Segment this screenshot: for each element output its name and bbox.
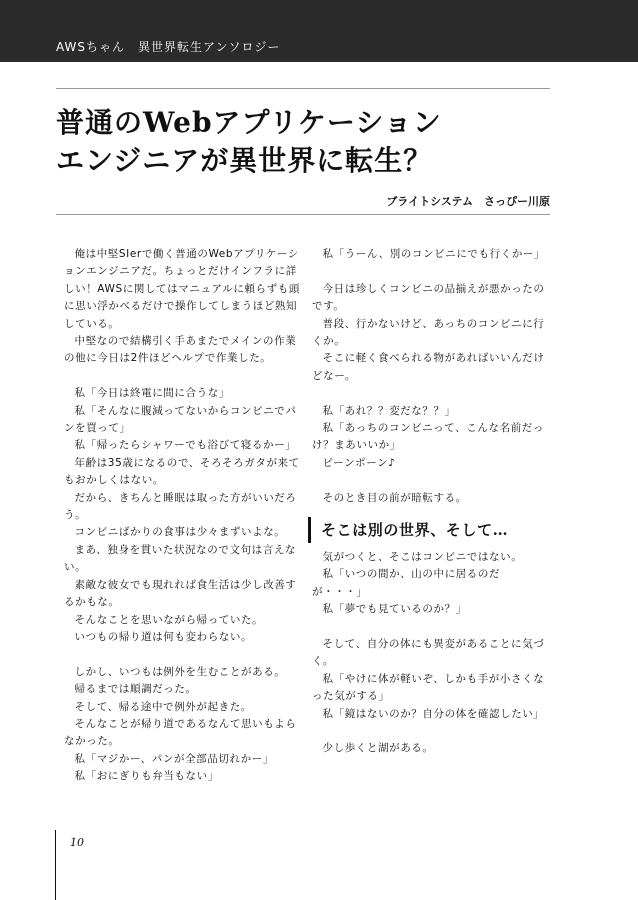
paragraph: 年齢は35歳になるので、そろそろガタが来てもおかしくはない。: [64, 456, 300, 487]
paragraph: 今日は珍しくコンビニの品揃えが悪かったのです。: [312, 282, 545, 313]
paragraph: 私「いつの間か、山の中に居るのだが・・・」: [312, 568, 501, 598]
title-line-1: 普通のWebアプリケーション: [56, 106, 442, 139]
paragraph: 中堅なので結構引く手あまたでメインの作業の他に今日は2件ほどヘルプで作業した。: [64, 335, 297, 365]
paragraph-spacer: [312, 472, 550, 489]
paragraph: 気がつくと、そこはコンビニではない。: [322, 551, 523, 564]
paragraph: そして、帰る途中で例外が起きた。: [74, 700, 252, 713]
right-column-bottom: [312, 549, 550, 758]
section-heading: そこは別の世界、そして…: [308, 517, 550, 543]
paragraph: 私「うーん、別のコンビニにでも行くかー」: [322, 248, 546, 260]
paragraph: そんなことが帰り道であるなんて思いもよらなかった。: [64, 717, 297, 748]
paragraph-spacer: [312, 723, 550, 740]
paragraph: 私「夢でも見ているのか？」: [322, 603, 467, 616]
paragraph-spacer: [312, 385, 550, 402]
title-bottom-rule: [56, 214, 550, 215]
right-column-top: [312, 246, 550, 507]
paragraph-spacer: [312, 619, 550, 636]
page-margin-line: [55, 830, 56, 900]
left-column: [64, 246, 302, 786]
paragraph: 私「あっちのコンビニって、こんな名前だっけ？まあいいか」: [312, 422, 544, 452]
paragraph-spacer: [312, 263, 550, 280]
paragraph: ピーンポーン♪: [322, 456, 396, 469]
paragraph: 俺は中堅SIerで働く普通のWebアプリケーションエンジニアだ。ちょっとだけインフラに詳しい！AWSに関してはマニュアルに頼らずも頭に思い浮かべるだけで操作してしまうほど熟知している。: [64, 248, 300, 330]
paragraph: そのとき目の前が暗転する。: [322, 491, 467, 504]
paragraph: 私「今日は終電に間に合うな」: [74, 387, 230, 400]
paragraph: 私「そんなに腹減ってないからコンビニでパンを買って」: [64, 404, 297, 435]
paragraph: 私「やけに体が軽いぞ、しかも手が小さくなった気がする」: [312, 672, 545, 703]
page-number: 10: [70, 836, 84, 849]
paragraph: 素敵な彼女でも現れれば食生活は少し改善するかもな。: [64, 578, 297, 609]
paragraph: 帰るまでは順調だった。: [74, 683, 197, 696]
title-line-2: エンジニアが異世界に転生？: [56, 144, 433, 177]
paragraph: しかし、いつもは例外を生むことがある。: [74, 665, 286, 678]
paragraph: 普段、行かないけど、あっちのコンビニに行くか。: [312, 317, 545, 348]
paragraph: そして、自分の体にも異変があることに気づく。: [312, 638, 545, 668]
paragraph-spacer: [64, 646, 302, 663]
series-title: AWSちゃん 異世界転生アンソロジー: [56, 40, 281, 54]
paragraph: そんなことを思いながら帰っていた。: [74, 613, 264, 626]
paragraph: 私「鏡はないのか？自分の体を確認したい」: [322, 707, 545, 720]
paragraph: 私「帰ったらシャワーでも浴びて寝るかー」: [74, 439, 297, 452]
paragraph: まあ、独身を貫いた状況なので文句は言えない。: [64, 543, 297, 574]
title-top-rule: [56, 88, 550, 89]
paragraph-spacer: [64, 368, 302, 385]
author-byline: ブライトシステム さっぴー川原: [386, 195, 550, 208]
paragraph: 私「おにぎりも弁当もない」: [74, 770, 219, 783]
paragraph: そこに軽く食べられる物があればいいんだけどなー。: [312, 352, 545, 382]
paragraph: 少し歩くと湖がある。: [322, 742, 434, 755]
paragraph: だから、きちんと睡眠は取った方がいいだろう。: [64, 491, 297, 522]
paragraph: コンビニばかりの食事は少々まずいよな。: [74, 526, 286, 539]
paragraph: 私「マジかー、パンが全部品切れかー」: [74, 752, 274, 765]
right-column: [312, 246, 550, 758]
paragraph: 私「あれ？？変だな？？」: [322, 404, 456, 417]
article-title: [56, 104, 576, 180]
header-bar: [0, 0, 638, 62]
paragraph: いつもの帰り道は何も変わらない。: [74, 630, 253, 643]
